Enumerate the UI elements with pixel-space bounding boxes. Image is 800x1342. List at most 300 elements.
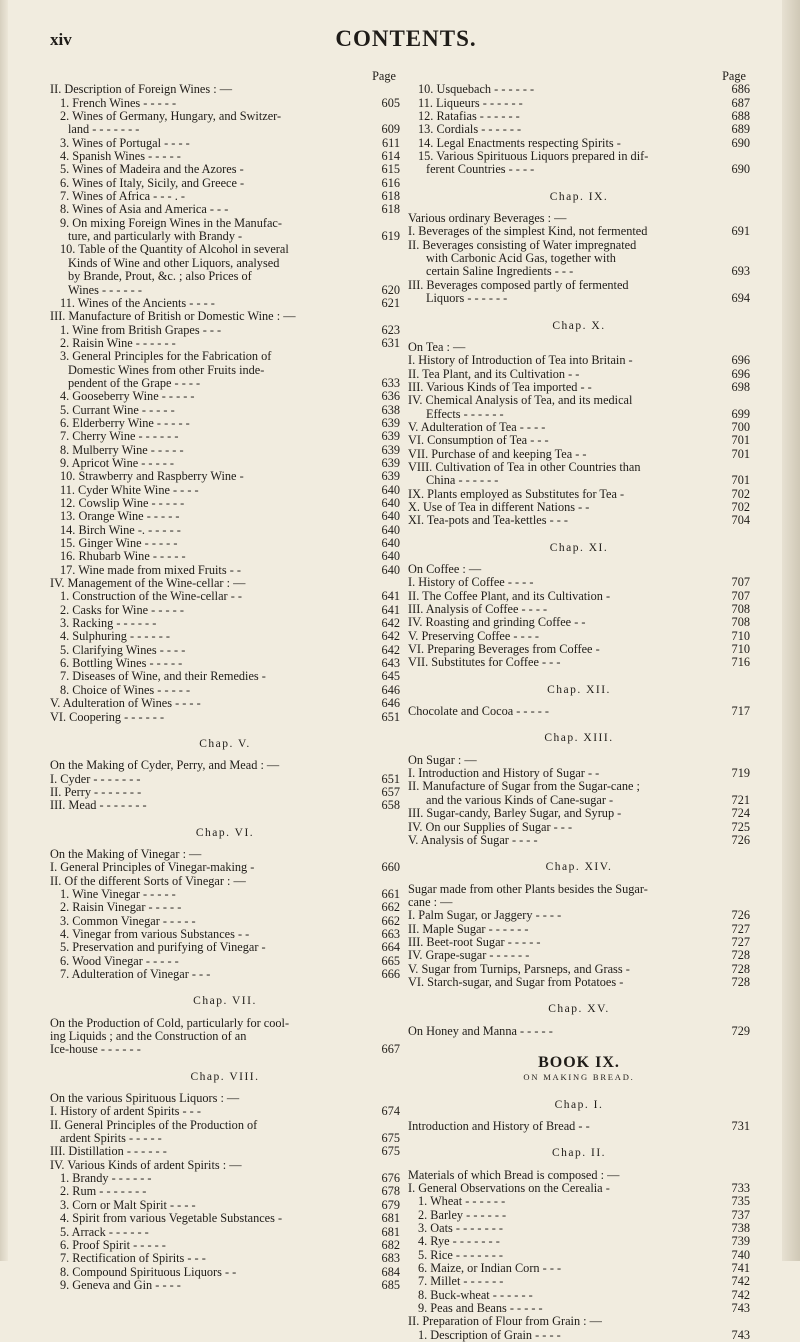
- toc-entry: [408, 807, 750, 820]
- toc-entry-title: 15. Various Spirituous Liquors prepared in dif-: [418, 150, 649, 164]
- toc-entry: [408, 368, 750, 381]
- toc-entry: [50, 759, 400, 772]
- chapter-heading: Chap. XI.: [549, 541, 609, 554]
- toc-entry: [50, 915, 400, 928]
- toc-entry: [50, 550, 400, 563]
- toc-entry-page: 700: [731, 419, 750, 434]
- toc-entry: [50, 564, 400, 577]
- toc-entry: [408, 1235, 750, 1248]
- toc-entry-title: II. Of the different Sorts of Vinegar : —: [50, 874, 246, 888]
- toc-entry-title: 9. Apricot Wine - - - - -: [60, 456, 175, 470]
- toc-entry: [50, 284, 400, 297]
- toc-entry: [50, 697, 400, 710]
- toc-entry: [408, 97, 750, 110]
- toc-entry-page: 643: [381, 656, 400, 671]
- toc-entry-title: ing Liquids ; and the Construction of an: [50, 1030, 247, 1044]
- toc-entry-title: 10. Strawberry and Raspberry Wine -: [60, 470, 244, 484]
- chapter-heading: Chap. VIII.: [190, 1070, 260, 1083]
- toc-entry-page: 728: [731, 974, 750, 989]
- toc-entry-page: 641: [381, 602, 400, 617]
- toc-entry-page: 646: [381, 682, 400, 697]
- toc-entry-title: 7. Diseases of Wine, and their Remedies -: [60, 670, 266, 684]
- toc-entry-title: ardent Spirits - - - - -: [60, 1132, 162, 1146]
- toc-entry: [408, 821, 750, 834]
- page-title: CONTENTS.: [335, 26, 477, 51]
- toc-entry-page: 733: [731, 1181, 750, 1196]
- toc-entry-page: 707: [731, 575, 750, 590]
- toc-entry-title: 1. Brandy - - - - - -: [60, 1172, 152, 1186]
- toc-entry-title: 9. Peas and Beans - - - - -: [418, 1302, 543, 1316]
- toc-entry-title: I. History of ardent Spirits - - -: [50, 1105, 201, 1119]
- toc-entry-page: 666: [381, 967, 400, 981]
- toc-entry-page: 639: [381, 442, 400, 457]
- toc-entry: [408, 279, 750, 292]
- toc-entry-title: 7. Wines of Africa - - - . -: [60, 190, 185, 204]
- toc-entry-page: 710: [731, 628, 750, 643]
- page-gutter-shadow: [0, 0, 8, 1261]
- toc-entry-title: IX. Plants employed as Substitutes for Tea -: [408, 487, 625, 501]
- toc-entry-title: I. General Principles of Vinegar-making -: [50, 861, 255, 875]
- toc-entry-title: III. Beet-root Sugar - - - - -: [408, 935, 541, 949]
- toc-entry: [50, 684, 400, 697]
- toc-entry-page: 645: [381, 669, 400, 684]
- toc-entry-title: 7. Millet - - - - - -: [418, 1275, 504, 1289]
- toc-entry-title: cane : —: [408, 895, 453, 909]
- toc-entry-page: 639: [381, 415, 400, 430]
- toc-entry-page: 702: [731, 499, 750, 514]
- toc-entry: [50, 337, 400, 350]
- toc-entry: [408, 123, 750, 136]
- toc-entry: [50, 1145, 400, 1158]
- toc-entry: [50, 590, 400, 603]
- toc-entry-title: 3. Common Vinegar - - - - -: [60, 914, 196, 928]
- toc-entry: [50, 1266, 400, 1279]
- toc-entry-page: 639: [381, 455, 400, 470]
- toc-entry: [50, 670, 400, 683]
- toc-entry-title: On the various Spirituous Liquors : —: [50, 1092, 240, 1106]
- toc-entry-title: III. Sugar-candy, Barley Sugar, and Syrup -: [408, 807, 622, 821]
- toc-entry-title: VI. Preparing Beverages from Coffee -: [408, 643, 600, 657]
- toc-entry-title: IV. Various Kinds of ardent Spirits : —: [50, 1158, 242, 1172]
- toc-entry: [408, 576, 750, 589]
- toc-entry-title: On Coffee : —: [408, 563, 482, 576]
- toc-entry-title: 6. Bottling Wines - - - - -: [60, 657, 183, 671]
- toc-entry: [50, 1212, 400, 1225]
- toc-entry: [408, 150, 750, 163]
- toc-entry-title: 3. General Principles for the Fabrication of: [60, 350, 272, 364]
- toc-entry-page: 618: [381, 189, 400, 204]
- toc-entry: [50, 177, 400, 190]
- toc-entry: [50, 404, 400, 417]
- toc-entry: [50, 457, 400, 470]
- toc-entry: [50, 203, 400, 216]
- toc-entry-title: VII. Purchase of and keeping Tea - -: [408, 447, 587, 461]
- toc-entry-title: Liquors - - - - - -: [426, 292, 508, 306]
- toc-entry-page: 739: [731, 1234, 750, 1249]
- toc-entry-page: 686: [731, 82, 750, 97]
- toc-entry-title: by Brande, Prout, &c. ; also Prices of: [68, 270, 252, 284]
- toc-entry-page: 623: [381, 322, 400, 337]
- toc-entry: [408, 780, 750, 793]
- chapter-heading: Chap. VII.: [193, 995, 257, 1008]
- toc-entry-page: 651: [381, 771, 400, 786]
- toc-entry-page: 687: [731, 95, 750, 110]
- toc-entry: [50, 510, 400, 523]
- toc-entry-page: 618: [381, 202, 400, 217]
- toc-entry-page: 693: [731, 264, 750, 279]
- toc-entry: [50, 1132, 400, 1145]
- toc-entry-title: 17. Wine made from mixed Fruits - -: [60, 563, 241, 577]
- toc-entry-title: China - - - - - -: [426, 474, 499, 488]
- toc-entry-title: 1. Wheat - - - - - -: [418, 1195, 506, 1209]
- toc-entry-title: ferent Countries - - - -: [426, 163, 535, 177]
- toc-entry-page: 667: [381, 1042, 400, 1057]
- toc-entry-title: 9. Geneva and Gin - - - -: [60, 1278, 181, 1292]
- toc-entry-title: Introduction and History of Bread - -: [408, 1120, 590, 1133]
- toc-entry-title: 7. Cherry Wine - - - - - -: [60, 430, 179, 444]
- toc-entry-page: 701: [731, 473, 750, 488]
- toc-entry: [50, 83, 400, 96]
- toc-entry: [408, 1329, 750, 1342]
- toc-entry: [408, 563, 750, 576]
- toc-entry-title: 4. Vinegar from various Substances - -: [60, 927, 250, 941]
- toc-entry: [408, 754, 750, 767]
- toc-entry-title: VIII. Cultivation of Tea in other Countries than: [408, 460, 641, 474]
- chapter-heading: Chap. XIII.: [544, 732, 614, 745]
- toc-entry-page: 636: [381, 389, 400, 404]
- toc-entry-page: 676: [381, 1171, 400, 1186]
- toc-entry-title: 2. Raisin Wine - - - - - -: [60, 336, 176, 350]
- toc-entry: [408, 883, 750, 896]
- toc-entry: [408, 1025, 750, 1038]
- toc-entry: [50, 364, 400, 377]
- toc-entry-title: 13. Orange Wine - - - - -: [60, 510, 180, 524]
- toc-entry-title: 6. Wood Vinegar - - - - -: [60, 954, 179, 968]
- toc-entry-title: 11. Cyder White Wine - - - -: [60, 483, 199, 497]
- page-edge-shadow: [782, 0, 800, 1261]
- toc-entry: [408, 1315, 750, 1328]
- toc-entry-page: 616: [381, 175, 400, 190]
- toc-entry: [50, 377, 400, 390]
- toc-entry-title: V. Analysis of Sugar - - - -: [408, 833, 538, 847]
- toc-entry: [408, 163, 750, 176]
- toc-entry-title: certain Saline Ingredients - - -: [426, 265, 574, 279]
- toc-entry-page: 640: [381, 522, 400, 537]
- toc-entry-title: 1. Wine from British Grapes - - -: [60, 323, 222, 337]
- toc-entry-page: 641: [381, 589, 400, 604]
- toc-entry-page: 684: [381, 1264, 400, 1279]
- toc-entry-page: 621: [381, 295, 400, 310]
- toc-entry: [408, 936, 750, 949]
- toc-entry-page: 658: [381, 798, 400, 813]
- toc-entry-title: IV. Roasting and grinding Coffee - -: [408, 616, 586, 630]
- toc-entry: [50, 1043, 400, 1056]
- toc-entry-page: 640: [381, 496, 400, 510]
- toc-entry-page: 685: [381, 1277, 400, 1292]
- toc-entry-page: 620: [381, 282, 400, 297]
- toc-entry: [408, 603, 750, 616]
- toc-entry: [50, 604, 400, 617]
- toc-entry-title: III. Manufacture of British or Domestic Wine : —: [50, 310, 296, 324]
- toc-entry: [50, 1279, 400, 1292]
- toc-entry-title: ture, and particularly with Brandy -: [68, 230, 243, 244]
- toc-entry: [50, 799, 400, 812]
- toc-entry-title: 4. Spanish Wines - - - - -: [60, 150, 181, 164]
- toc-entry: [408, 137, 750, 150]
- toc-entry-page: 704: [731, 513, 750, 528]
- toc-entry-title: 1. Description of Grain - - - -: [418, 1328, 561, 1342]
- toc-entry: [408, 434, 750, 447]
- toc-entry: [408, 83, 750, 96]
- page-number: xiv: [50, 30, 72, 49]
- toc-entry: [50, 243, 400, 256]
- toc-entry: [50, 711, 400, 724]
- toc-entry: [408, 656, 750, 669]
- toc-entry: [50, 901, 400, 914]
- toc-entry-title: 6. Maize, or Indian Corn - - -: [418, 1262, 562, 1276]
- toc-entry-page: 642: [381, 629, 400, 644]
- toc-entry-page: 716: [731, 655, 750, 670]
- toc-entry: [408, 976, 750, 989]
- toc-entry-title: 1. Construction of the Wine-cellar - -: [60, 590, 242, 604]
- toc-entry-title: V. Adulteration of Wines - - - -: [50, 697, 201, 711]
- toc-entry: [50, 1159, 400, 1172]
- toc-entry: [50, 1030, 400, 1043]
- toc-entry: [50, 617, 400, 630]
- toc-entry-title: 6. Proof Spirit - - - - -: [60, 1238, 166, 1252]
- toc-entry: [408, 1209, 750, 1222]
- toc-entry: [50, 217, 400, 230]
- toc-entry-title: II. Perry - - - - - - -: [50, 785, 142, 799]
- toc-entry-title: 8. Compound Spirituous Liquors - -: [60, 1265, 237, 1279]
- toc-entry-page: 619: [381, 229, 400, 244]
- toc-entry-title: 2. Wines of Germany, Hungary, and Switzer-: [60, 110, 282, 124]
- toc-entry-page: 728: [731, 961, 750, 976]
- toc-entry-title: On Honey and Manna - - - - -: [408, 1024, 553, 1038]
- toc-entry: [408, 1222, 750, 1235]
- toc-entry-title: VI. Coopering - - - - - -: [50, 710, 165, 724]
- toc-entry: [408, 514, 750, 527]
- toc-entry-page: 725: [731, 819, 750, 834]
- toc-entry-title: 2. Barley - - - - - -: [418, 1208, 507, 1222]
- toc-entry-title: VI. Starch-sugar, and Sugar from Potatoes -: [408, 975, 624, 989]
- toc-entry-page: 611: [382, 135, 400, 150]
- toc-entry-page: 640: [381, 562, 400, 577]
- toc-entry: [408, 1302, 750, 1315]
- toc-entry-page: 674: [381, 1104, 400, 1119]
- toc-entry: [50, 230, 400, 243]
- toc-entry-title: Domestic Wines from other Fruits inde-: [68, 363, 265, 377]
- toc-entry: [50, 1092, 400, 1105]
- toc-entry: [50, 137, 400, 150]
- toc-entry: [50, 861, 400, 874]
- toc-entry: [50, 110, 400, 123]
- toc-entry: [408, 616, 750, 629]
- toc-entry-title: On the Production of Cold, particularly for cool-: [50, 1016, 290, 1030]
- toc-entry-page: 743: [731, 1301, 750, 1316]
- toc-entry: [408, 341, 750, 354]
- toc-entry-title: land - - - - - - -: [68, 123, 140, 137]
- toc-entry-page: 740: [731, 1247, 750, 1262]
- toc-entry-page: 699: [731, 406, 750, 421]
- toc-entry-title: 14. Legal Enactments respecting Spirits -: [418, 136, 621, 150]
- toc-entry: [408, 643, 750, 656]
- toc-entry: [408, 448, 750, 461]
- toc-entry-page: 642: [381, 616, 400, 631]
- toc-entry-page: 664: [381, 940, 400, 955]
- toc-entry-title: 5. Arrack - - - - - -: [60, 1225, 149, 1239]
- toc-entry-title: 8. Buck-wheat - - - - - -: [418, 1288, 533, 1302]
- toc-entry: [408, 225, 750, 238]
- toc-entry-page: 690: [731, 135, 750, 150]
- toc-entry-page: 633: [381, 375, 400, 390]
- toc-entry: [50, 875, 400, 888]
- toc-entry-page: 640: [381, 536, 400, 551]
- toc-entry: [408, 1120, 750, 1133]
- toc-entry: [408, 630, 750, 643]
- toc-entry: [50, 430, 400, 443]
- toc-entry-title: II. Tea Plant, and its Cultivation - -: [408, 367, 580, 381]
- toc-entry-title: 5. Preservation and purifying of Vinegar -: [60, 941, 266, 955]
- toc-entry: [50, 1185, 400, 1198]
- toc-entry-title: On the Making of Vinegar : —: [50, 847, 202, 861]
- toc-entry-title: 3. Corn or Malt Spirit - - - -: [60, 1198, 196, 1212]
- toc-entry-page: 690: [731, 162, 750, 177]
- toc-entry: [50, 97, 400, 110]
- toc-entry: [50, 350, 400, 363]
- toc-entry-title: 1. Wine Vinegar - - - - -: [60, 887, 176, 901]
- toc-entry-page: 742: [731, 1287, 750, 1302]
- toc-entry: [50, 1105, 400, 1118]
- toc-entry-title: 6. Elderberry Wine - - - - -: [60, 416, 190, 430]
- toc-entry: [50, 484, 400, 497]
- toc-entry-page: 735: [731, 1194, 750, 1209]
- toc-entry-page: 675: [381, 1144, 400, 1159]
- toc-entry-page: 662: [381, 913, 400, 928]
- toc-entry-page: 696: [731, 366, 750, 381]
- toc-entry: [408, 461, 750, 474]
- toc-entry: [408, 896, 750, 909]
- chapter-heading: Chap. X.: [552, 319, 606, 332]
- toc-entry: [50, 444, 400, 457]
- toc-entry-title: III. Various Kinds of Tea imported - -: [408, 380, 592, 394]
- toc-entry-page: 614: [381, 149, 400, 164]
- running-header: [40, 14, 772, 51]
- toc-entry-page: 683: [381, 1251, 400, 1266]
- toc-entry-title: Chocolate and Cocoa - - - - -: [408, 705, 550, 719]
- toc-entry-page: 661: [381, 886, 400, 901]
- toc-entry-page: 678: [381, 1184, 400, 1199]
- toc-entry: [50, 524, 400, 537]
- toc-entry-page: 675: [381, 1131, 400, 1146]
- toc-entry-title: 16. Rhubarb Wine - - - - -: [60, 550, 186, 564]
- toc-entry-title: 2. Rum - - - - - - -: [60, 1185, 147, 1199]
- toc-entry: [408, 705, 750, 718]
- toc-entry-page: 724: [731, 806, 750, 821]
- toc-entry: [50, 1239, 400, 1252]
- toc-entry: [50, 270, 400, 283]
- toc-entry: [50, 1119, 400, 1132]
- toc-entry-title: III. Analysis of Coffee - - - -: [408, 603, 548, 617]
- toc-entry-page: 701: [731, 433, 750, 448]
- toc-entry-title: III. Mead - - - - - - -: [50, 799, 147, 813]
- toc-entry-page: 738: [731, 1221, 750, 1236]
- toc-entry-title: II. Maple Sugar - - - - - -: [408, 922, 529, 936]
- toc-entry: [50, 324, 400, 337]
- toc-entry-title: and the various Kinds of Cane-sugar -: [426, 793, 614, 807]
- toc-entry-title: 3. Wines of Portugal - - - -: [60, 136, 190, 150]
- toc-entry: [408, 252, 750, 265]
- toc-entry: [408, 1262, 750, 1275]
- toc-entry: [50, 1017, 400, 1030]
- toc-entry-page: 660: [381, 860, 400, 875]
- toc-entry-page: 662: [381, 900, 400, 915]
- toc-entry-title: XI. Tea-pots and Tea-kettles - - -: [408, 514, 569, 528]
- toc-entry-title: 11. Wines of the Ancients - - - -: [60, 296, 215, 310]
- toc-entry-page: 731: [731, 1119, 750, 1133]
- toc-entry-title: 2. Casks for Wine - - - - -: [60, 603, 184, 617]
- toc-entry-title: Kinds of Wine and other Liquors, analysed: [68, 256, 280, 270]
- toc-entry: [408, 394, 750, 407]
- toc-entry-page: 657: [381, 784, 400, 799]
- toc-entry: [50, 163, 400, 176]
- toc-entry-page: 702: [731, 486, 750, 501]
- toc-entry-title: 7. Rectification of Spirits - - -: [60, 1252, 206, 1266]
- toc-entry: [408, 909, 750, 922]
- toc-entry-title: 10. Table of the Quantity of Alcohol in several: [60, 243, 289, 257]
- page-column-label: Page: [722, 69, 746, 83]
- toc-entry-title: 14. Birch Wine -. - - - - -: [60, 523, 181, 537]
- toc-entry-title: I. Introduction and History of Sugar - -: [408, 767, 600, 781]
- toc-entry-title: 5. Clarifying Wines - - - -: [60, 643, 186, 657]
- toc-entry-title: 10. Usquebach - - - - - -: [418, 83, 535, 97]
- toc-entry-page: 708: [731, 615, 750, 630]
- toc-entry-page: 707: [731, 588, 750, 603]
- toc-entry-title: 3. Oats - - - - - - -: [418, 1222, 504, 1236]
- toc-entry-page: 691: [731, 224, 750, 239]
- toc-entry-title: On the Making of Cyder, Perry, and Mead : —: [50, 759, 280, 773]
- toc-entry: [408, 110, 750, 123]
- toc-entry: [408, 354, 750, 367]
- toc-entry: [50, 941, 400, 954]
- toc-entry-page: 694: [731, 291, 750, 306]
- toc-entry-title: 5. Currant Wine - - - - -: [60, 403, 175, 417]
- contents-column-right: [408, 70, 750, 1342]
- chapter-heading: Chap. XIV.: [545, 861, 613, 874]
- toc-entry-page: 665: [381, 953, 400, 968]
- toc-entry-title: Effects - - - - - -: [426, 407, 504, 421]
- toc-entry: [408, 949, 750, 962]
- toc-entry-title: VII. Substitutes for Coffee - - -: [408, 656, 561, 670]
- toc-entry: [408, 381, 750, 394]
- toc-entry-page: 701: [731, 446, 750, 461]
- toc-entry-title: 8. Choice of Wines - - - - -: [60, 683, 191, 697]
- toc-entry: [50, 888, 400, 901]
- toc-entry-page: 717: [731, 704, 750, 719]
- toc-entry: [50, 786, 400, 799]
- toc-entry-title: 12. Ratafias - - - - - -: [418, 110, 520, 124]
- toc-entry: [50, 1226, 400, 1239]
- toc-entry-title: 15. Ginger Wine - - - - -: [60, 537, 178, 551]
- toc-entry-title: V. Sugar from Turnips, Parsneps, and Grass -: [408, 962, 630, 976]
- toc-entry: [408, 488, 750, 501]
- chapter-heading: Chap. XV.: [548, 1003, 610, 1016]
- toc-entry: [50, 1252, 400, 1265]
- toc-entry-title: 4. Gooseberry Wine - - - - -: [60, 390, 195, 404]
- toc-entry-title: I. General Observations on the Cerealia -: [408, 1182, 610, 1196]
- toc-entry-page: 638: [381, 402, 400, 417]
- toc-entry: [50, 1172, 400, 1185]
